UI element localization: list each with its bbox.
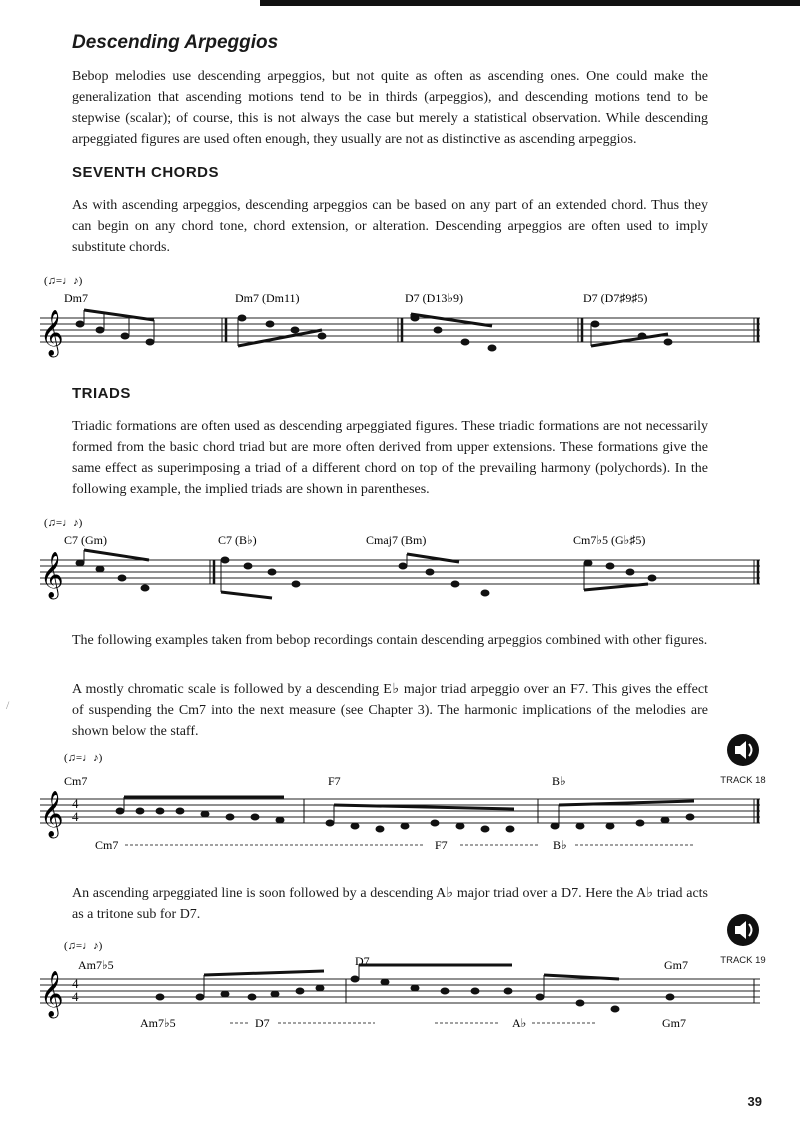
harmony-label: Gm7 (662, 1016, 686, 1030)
treble-clef-icon: 𝄞 (40, 552, 64, 597)
chord-symbol: Dm7 (Dm11) (235, 291, 300, 305)
chord-symbol: D7 (355, 954, 370, 968)
triads-example (30, 510, 770, 610)
svg-text:4: 4 (72, 796, 79, 811)
treble-clef-icon: 𝄞 (40, 310, 64, 355)
seventh-chords-example (30, 268, 770, 368)
chord-symbol: Gm7 (664, 958, 688, 972)
chord-symbol: Cmaj7 (Bm) (366, 533, 427, 547)
harmony-label: F7 (435, 838, 448, 852)
chord-symbol: C7 (Gm) (64, 533, 107, 547)
seventh-chords-paragraph: As with ascending arpeggios, descending arpeggios can be based on any part of an extended chord. Thus they can begin on any chord tone, chord extension, or alteration. Descending arpeggios are often used to imply substitute chords. (72, 198, 708, 255)
examples-intro-paragraph: The following examples taken from bebop recordings contain descending arpeggios combined with other figures. (72, 633, 708, 648)
triads-heading: TRIADS (72, 385, 131, 402)
speaker-icon (725, 912, 761, 948)
chord-symbol: Am7♭5 (78, 958, 114, 972)
harmony-label: D7 (255, 1016, 270, 1030)
notes (76, 310, 758, 351)
track-label: TRACK 19 (720, 955, 766, 966)
stray-mark: / (6, 698, 10, 712)
swing-marking: (♫=♩♪) (44, 517, 83, 529)
svg-text:4: 4 (72, 809, 79, 824)
track-18-badge[interactable] (713, 732, 773, 786)
seventh-chords-heading: SEVENTH CHORDS (72, 164, 220, 181)
track-19-badge[interactable] (713, 912, 773, 966)
chord-symbol: Dm7 (64, 291, 88, 305)
svg-text:4: 4 (72, 976, 79, 991)
harmony-label: Cm7 (95, 838, 119, 852)
swing-marking: (♫=♩♪) (64, 940, 103, 952)
treble-clef-icon: 𝄞 (40, 971, 64, 1016)
page-number: 39 (747, 1094, 762, 1109)
page-title: Descending Arpeggios (72, 32, 279, 53)
swing-marking: (♫=♩♪) (44, 275, 83, 287)
track-label: TRACK 18 (720, 775, 766, 786)
track-18-example (30, 745, 770, 860)
chord-symbol: D7 (D13♭9) (405, 291, 463, 305)
chord-symbol: D7 (D7♯9♯5) (583, 291, 648, 305)
swing-marking: (♫=♩♪) (64, 752, 103, 764)
svg-text:4: 4 (72, 989, 79, 1004)
ascending-line-paragraph: An ascending arpeggiated line is soon followed by a descending A♭ major triad over a D7. Here the A♭ triad acts as a tritone sub for D7. (72, 886, 708, 922)
staff-lines (40, 318, 760, 342)
staff-lines (40, 979, 760, 1003)
notes (72, 796, 758, 832)
chord-symbol: B♭ (552, 774, 566, 788)
notes (76, 550, 758, 598)
harmony-label: Am7♭5 (140, 1016, 176, 1030)
harmony-label: B♭ (553, 838, 567, 852)
treble-clef-icon: 𝄞 (40, 791, 64, 836)
intro-paragraph: Bebop melodies use descending arpeggios, but not quite as often as ascending ones. One could make the generalization that ascending motions tend to be in thirds (arpeggios), and descending motions tend to be stepwise (scalar); of course, this is not always the case but merely a statistical observation. While descending arpeggiated figures are used often enough, they usually are not as distinctive as ascending arpeggios. (72, 69, 708, 147)
chord-symbol: F7 (328, 774, 341, 788)
chord-symbol: C7 (B♭) (218, 533, 257, 547)
chromatic-scale-paragraph: A mostly chromatic scale is followed by a descending E♭ major triad arpeggio over an F7. This gives the effect of suspending the Cm7 into the next measure (see Chapter 3). The harmonic implications of the melodies are shown below the staff. (72, 682, 708, 739)
chord-symbol: Cm7♭5 (G♭♯5) (573, 533, 646, 547)
track-19-example (30, 935, 770, 1035)
top-rule (260, 0, 800, 6)
speaker-icon (725, 732, 761, 768)
harmony-label: A♭ (512, 1016, 527, 1030)
chord-symbol: Cm7 (64, 774, 88, 788)
notes (72, 965, 754, 1012)
triads-paragraph: Triadic formations are often used as descending arpeggiated figures. These triadic formations are not necessarily formed from the basic chord triad but are more often derived from upper extensions. These formations give the same effect as superimposing a triad of a different chord on top of the prevailing harmony (polychords). In the following example, the implied triads are shown in parentheses. (72, 419, 708, 497)
